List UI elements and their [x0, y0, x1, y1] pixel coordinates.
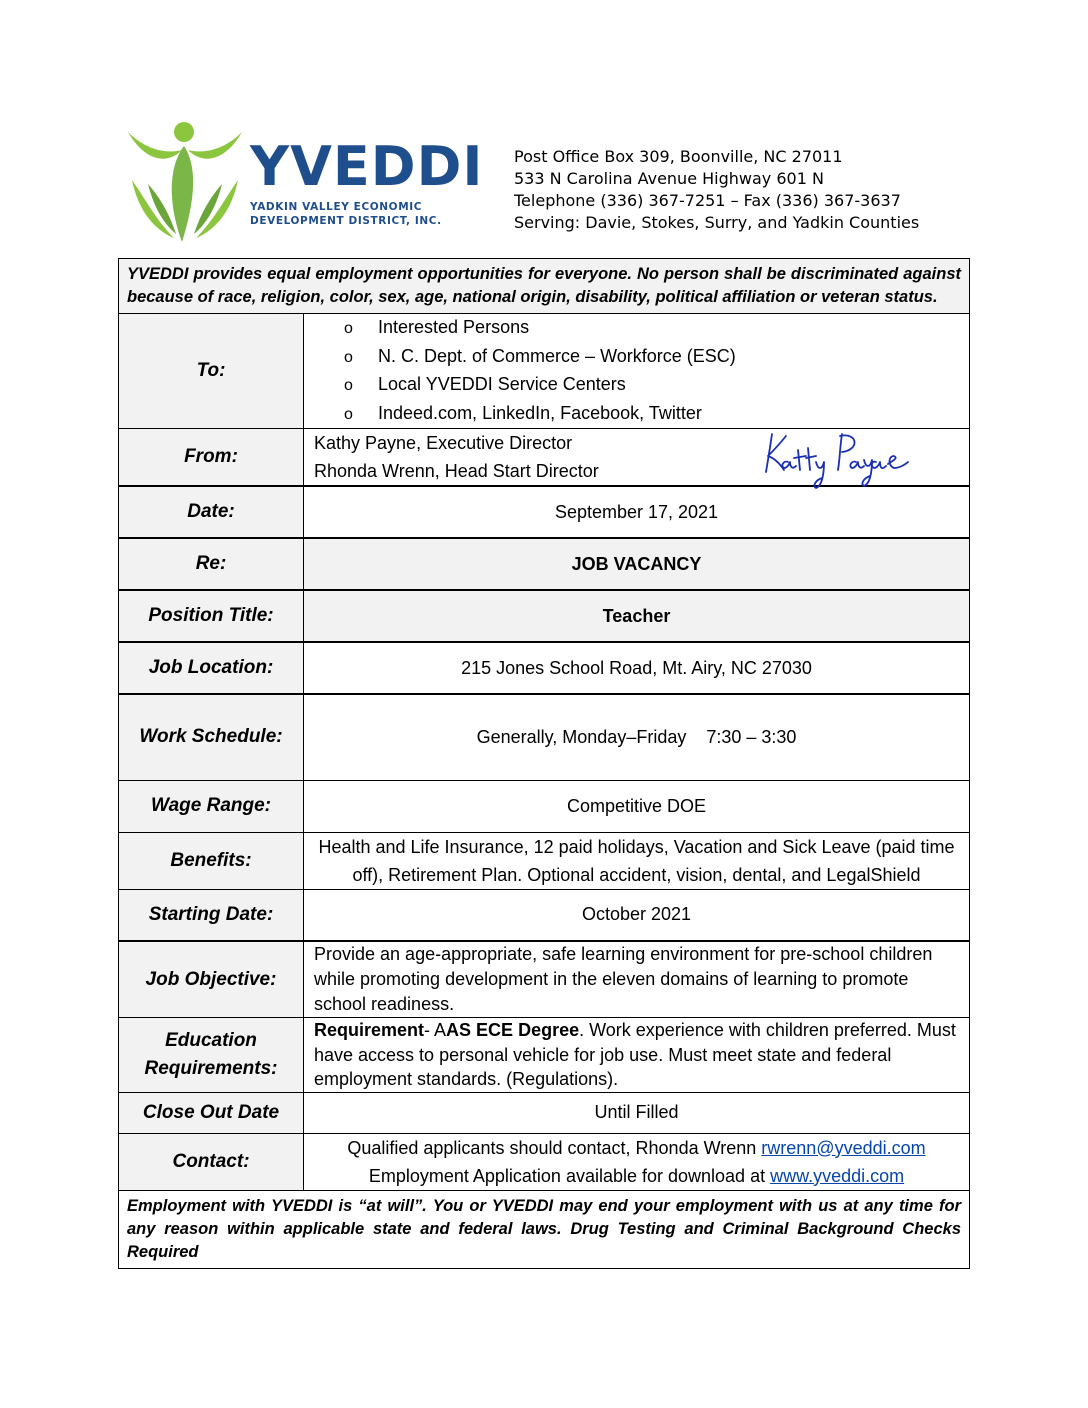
location-value: 215 Jones School Road, Mt. Airy, NC 27030 [304, 642, 970, 694]
location-label: Job Location: [119, 642, 304, 694]
contact-row [119, 1133, 970, 1190]
position-row [119, 590, 970, 642]
benefits-value: Health and Life Insurance, 12 paid holidays, Vacation and Sick Leave (paid time off), Retirement Plan. Optional accident, vision, dental, and LegalShield [304, 832, 970, 889]
website-link[interactable]: www.yveddi.com [770, 1165, 905, 1186]
schedule-value: Generally, Monday–Friday 7:30 – 3:30 [304, 694, 970, 780]
position-label: Position Title: [119, 590, 304, 642]
re-label: Re: [119, 538, 304, 590]
date-value: September 17, 2021 [304, 486, 970, 538]
objective-value: Provide an age-appropriate, safe learning environment for pre-school children while promoting development in the eleven domains of learning to promote school readiness. [304, 941, 970, 1018]
address-line: Post Office Box 309, Boonville, NC 27011 [514, 147, 843, 166]
close-label: Close Out Date [119, 1092, 304, 1133]
logo-figure-icon [126, 120, 250, 244]
re-row [119, 538, 970, 590]
list-item: o N. C. Dept. of Commerce – Workforce (ESC) [314, 343, 959, 372]
bullet-icon: o [344, 320, 353, 337]
education-value: Requirement- AAS ECE Degree. Work experience with children preferred. Must have access to personal vehicle for job use. Must meet state and federal employment standards. (Regulations). [304, 1018, 970, 1093]
at-will-notice: Employment with YVEDDI is “at will”. You or YVEDDI may end your employment with us at any time for any reason within applicable state and federal laws. Drug Testing and Criminal Background Checks Required [119, 1190, 970, 1268]
list-item: o Local YVEDDI Service Centers [314, 371, 959, 400]
recipient-list [314, 314, 959, 428]
date-label: Date: [119, 486, 304, 538]
address-line: 533 N Carolina Avenue Highway 601 N [514, 169, 824, 188]
at-will-row [119, 1190, 970, 1268]
address-block [514, 146, 919, 234]
contact-label: Contact: [119, 1133, 304, 1190]
equal-opportunity-notice: YVEDDI provides equal employment opportunities for everyone. No person shall be discriminated against because of race, religion, color, sex, age, national origin, disability, political affiliation or veteran status. [119, 259, 970, 314]
education-row [119, 1018, 970, 1093]
address-line: Serving: Davie, Stokes, Surry, and Yadkin Counties [514, 213, 920, 232]
schedule-label: Work Schedule: [119, 694, 304, 780]
schedule-row [119, 694, 970, 780]
to-row [119, 314, 970, 429]
wage-label: Wage Range: [119, 780, 304, 832]
objective-row [119, 941, 970, 1018]
position-value: Teacher [304, 590, 970, 642]
bullet-icon: o [344, 405, 353, 423]
close-value: Until Filled [304, 1092, 970, 1133]
objective-label: Job Objective: [119, 941, 304, 1018]
close-row [119, 1092, 970, 1133]
start-row [119, 889, 970, 941]
from-label: From: [119, 429, 304, 487]
list-item: o Interested Persons [314, 314, 959, 343]
wage-value: Competitive DOE [304, 780, 970, 832]
address-line: Telephone (336) 367-7251 – Fax (336) 367-3637 [514, 191, 901, 210]
from-value: Kathy Payne, Executive Director Rhonda Wrenn, Head Start Director [304, 429, 970, 487]
location-row [119, 642, 970, 694]
education-label: Education Requirements: [119, 1018, 304, 1093]
bullet-icon: o [344, 377, 353, 394]
to-label: To: [119, 314, 304, 429]
bullet-icon: o [344, 348, 353, 366]
date-row [119, 486, 970, 538]
job-vacancy-table [118, 258, 970, 1269]
benefits-row [119, 832, 970, 889]
logo-subtitle: YADKIN VALLEY ECONOMIC DEVELOPMENT DISTRICT, INC. [250, 201, 442, 227]
contact-value: Qualified applicants should contact, Rhonda Wrenn rwrenn@yveddi.com Employment Application available for download at www.yveddi.com [304, 1133, 970, 1190]
logo-wordmark: YVEDDI [250, 135, 484, 198]
wage-row [119, 780, 970, 832]
yveddi-logo [126, 120, 484, 244]
start-value: October 2021 [304, 889, 970, 941]
equal-opportunity-row [119, 259, 970, 314]
list-item: o Indeed.com, LinkedIn, Facebook, Twitter [314, 400, 959, 429]
email-link[interactable]: rwrenn@yveddi.com [761, 1137, 926, 1158]
to-value [304, 314, 970, 429]
start-label: Starting Date: [119, 889, 304, 941]
benefits-label: Benefits: [119, 832, 304, 889]
signature-image [760, 428, 910, 492]
re-value: JOB VACANCY [304, 538, 970, 590]
